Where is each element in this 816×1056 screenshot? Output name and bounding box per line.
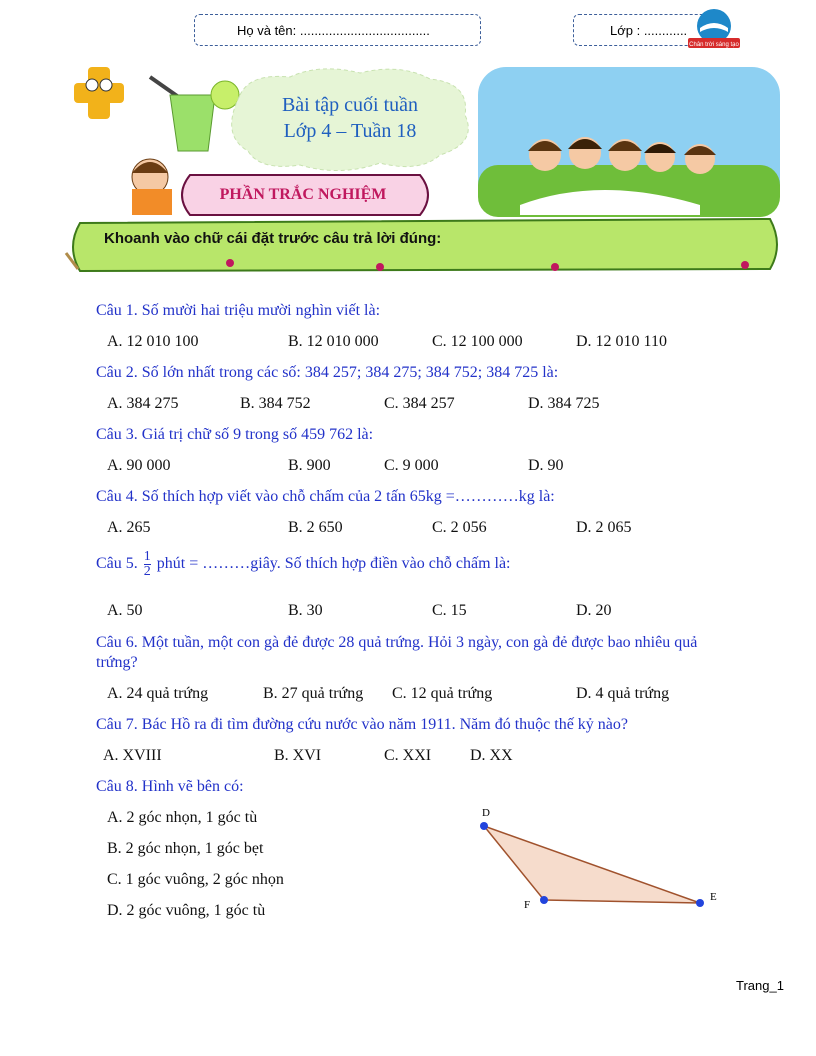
question-3: Câu 3. Giá trị chữ số 9 trong số 459 762 là: bbox=[96, 426, 374, 443]
question-7: Câu 7. Bác Hồ ra đi tìm đường cứu nước vào năm 1911. Năm đó thuộc thế kỷ nào? bbox=[96, 716, 629, 733]
q4-option-b[interactable]: B. 2 650 bbox=[288, 519, 343, 536]
reading-kid-icon bbox=[132, 159, 172, 215]
section-heading: PHẦN TRẮC NGHIỆM bbox=[219, 186, 387, 203]
student-name-field: Họ và tên: .................................... bbox=[194, 14, 481, 46]
question-5: Câu 5. $\frac{1}{2}$ phút = ………giây. Số thích hợp điền vào chỗ chấm là: bbox=[96, 549, 511, 579]
q5-option-a[interactable]: A. 50 bbox=[107, 602, 143, 619]
mascot-icon bbox=[74, 67, 124, 119]
q6-option-c[interactable]: C. 12 quả trứng bbox=[392, 685, 493, 702]
q3-option-c[interactable]: C. 9 000 bbox=[384, 457, 439, 474]
q5-option-b[interactable]: B. 30 bbox=[288, 602, 323, 619]
label-d: D bbox=[482, 807, 490, 819]
q1-option-c[interactable]: C. 12 100 000 bbox=[432, 333, 523, 350]
q5-option-d[interactable]: D. 20 bbox=[576, 602, 612, 619]
q2-option-d[interactable]: D. 384 725 bbox=[528, 395, 600, 412]
q4-option-a[interactable]: A. 265 bbox=[107, 519, 151, 536]
q4-option-d[interactable]: D. 2 065 bbox=[576, 519, 632, 536]
vertex-e bbox=[696, 899, 704, 907]
class-field: Lớp : ............ bbox=[573, 14, 713, 46]
q3-option-d[interactable]: D. 90 bbox=[528, 457, 564, 474]
q8-option-a[interactable]: A. 2 góc nhọn, 1 góc tù bbox=[107, 809, 258, 826]
q8-option-d[interactable]: D. 2 góc vuông, 1 góc tù bbox=[107, 902, 266, 919]
kids-reading-image bbox=[478, 67, 780, 217]
worksheet-title: Bài tập cuối tuần Lớp 4 – Tuần 18 bbox=[281, 94, 419, 142]
vertex-f bbox=[540, 896, 548, 904]
label-f: F bbox=[524, 899, 531, 911]
page-number: Trang_1 bbox=[736, 978, 784, 993]
q2-option-c[interactable]: C. 384 257 bbox=[384, 395, 455, 412]
q2-option-b[interactable]: B. 384 752 bbox=[240, 395, 311, 412]
q6-option-b[interactable]: B. 27 quả trứng bbox=[263, 685, 364, 702]
q8-option-c[interactable]: C. 1 góc vuông, 2 góc nhọn bbox=[107, 871, 284, 888]
q1-option-d[interactable]: D. 12 010 110 bbox=[576, 333, 667, 350]
juice-glass-icon bbox=[150, 77, 239, 151]
triangle-figure bbox=[470, 800, 730, 920]
q6-option-d[interactable]: D. 4 quả trứng bbox=[576, 685, 670, 702]
label-e: E bbox=[710, 891, 717, 903]
q3-option-b[interactable]: B. 900 bbox=[288, 457, 331, 474]
question-4: Câu 4. Số thích hợp viết vào chỗ chấm của 2 tấn 65kg =…………kg là: bbox=[96, 488, 555, 505]
question-6-continued: trứng? bbox=[96, 654, 138, 671]
instruction-text: Khoanh vào chữ cái đặt trước câu trả lời đúng: bbox=[104, 230, 442, 247]
q7-option-c[interactable]: C. XXI bbox=[384, 747, 432, 764]
q5-option-c[interactable]: C. 15 bbox=[432, 602, 467, 619]
q4-option-c[interactable]: C. 2 056 bbox=[432, 519, 487, 536]
question-2: Câu 2. Số lớn nhất trong các số: 384 257; 384 275; 384 752; 384 725 là: bbox=[96, 364, 559, 381]
q3-option-a[interactable]: A. 90 000 bbox=[107, 457, 171, 474]
vertex-d bbox=[480, 822, 488, 830]
publisher-logo bbox=[686, 8, 742, 50]
q7-option-d[interactable]: D. XX bbox=[470, 747, 513, 764]
q7-option-a[interactable]: A. XVIII bbox=[103, 747, 162, 764]
q6-option-a[interactable]: A. 24 quả trứng bbox=[107, 685, 209, 702]
q1-option-b[interactable]: B. 12 010 000 bbox=[288, 333, 379, 350]
q2-option-a[interactable]: A. 384 275 bbox=[107, 395, 179, 412]
q7-option-b[interactable]: B. XVI bbox=[274, 747, 322, 764]
q8-option-b[interactable]: B. 2 góc nhọn, 1 góc bẹt bbox=[107, 840, 264, 857]
question-8: Câu 8. Hình vẽ bên có: bbox=[96, 778, 244, 795]
triangle-def bbox=[484, 826, 700, 903]
fraction-one-half: $\frac{1}{2}$ bbox=[143, 549, 151, 579]
question-6: Câu 6. Một tuần, một con gà đẻ được 28 quả trứng. Hỏi 3 ngày, con gà đẻ được bao nhiêu quả bbox=[96, 634, 698, 651]
question-1: Câu 1. Số mười hai triệu mười nghìn viết là: bbox=[96, 302, 381, 319]
q1-option-a[interactable]: A. 12 010 100 bbox=[107, 333, 199, 350]
svg-text:Chân trời sáng tạo: Chân trời sáng tạo bbox=[689, 42, 739, 48]
